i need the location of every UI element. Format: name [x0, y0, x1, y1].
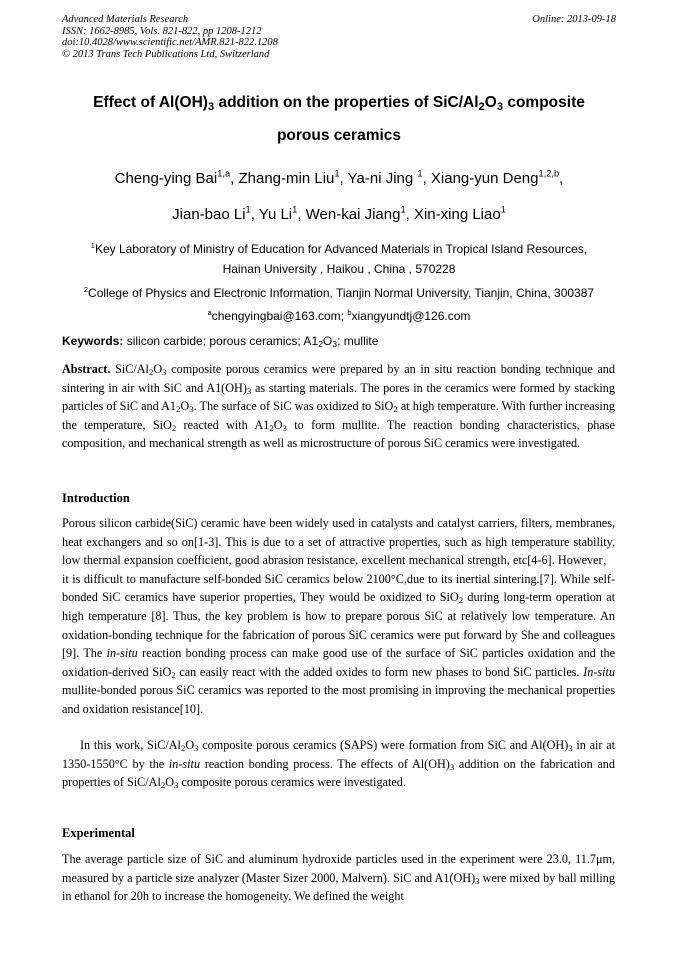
affiliation-2: $^2$College of Physics and Electronic Information, Tianjin Normal University, Tianjin, China, 300387	[83, 284, 595, 300]
abstract: Abstract. SiC/$Al_2O_3$ composite porous ceramics were prepared by an in situ reaction bonding technique and sintering in air with SiC and $A1(OH)_3$ as starting materials. The pores in the ceramics were formed by stacking particles of SiC and $A1_2O_3$. The surface of SiC was oxidized to SiO$_2$ at high temperature. With further increasing the temperature, SiO$_2$ reacted with $A1_2O_3$ to form mullite. The reaction bonding characteristics, phase composition, and mechanical strength as well as microstructure of porous SiC ceramics were investigated.	[62, 362, 616, 451]
introduction-heading: Introduction	[62, 491, 130, 505]
copyright: © 2013 Trans Tech Publications Ltd, Switzerland	[62, 48, 270, 60]
author-name: Jian-bao Li	[172, 206, 246, 223]
journal-header	[62, 14, 616, 60]
author-list-line2: Jian-bao Li$^1$, Yu Li$^1$, Wen-kai Jiang$^1$, Xin-xing Liao$^1$	[172, 204, 506, 223]
keywords-label: Keywords:	[62, 334, 124, 348]
author-name: Yu Li	[258, 206, 293, 223]
keywords: Keywords: silicon carbide; porous ceramics; $A1_2O_3$; mullite	[62, 334, 379, 350]
author-name: Ya-ni Jing	[347, 170, 418, 187]
experimental-paragraph-1: The average particle size of SiC and aluminum hydroxide particles used in the experiment were 23.0, 11.7μm, measured by a particle size analyzer (Master Sizer 2000, Malvern). SiC and $A1(OH)_3$ were mixed by ball milling in ethanol for 20h to increase the homogeneity. We defined the weight	[62, 852, 615, 904]
experimental-heading: Experimental	[62, 826, 135, 840]
introduction-paragraph-2: In this work, SiC/$Al_2O_3$ composite porous ceramics (SAPS) were formation from SiC and $Al(OH)_3$ in air at 1350-1550°C by the in-situ reaction bonding process. The effects of $Al(OH)_3$ addition on the fabrication and properties of SiC/$Al_2O_3$ composite porous ceramics were investigated.	[62, 738, 615, 791]
author-name: Xiang-yun Deng	[430, 170, 539, 187]
paper-title: Effect of $Al(OH)_3$ addition on the properties of SiC/$Al_2O_3$ composite	[93, 94, 585, 113]
author-name: Cheng-ying Bai	[114, 170, 218, 187]
email-line: $^a$chengyingbai@163.com; $^b$xiangyundtj@126.com	[207, 307, 471, 323]
author-name: Xin-xing Liao	[413, 206, 501, 223]
author-name: Wen-kai Jiang	[305, 206, 401, 223]
abstract-label: Abstract.	[62, 362, 111, 376]
affiliation-1: $^1$Key Laboratory of Ministry of Education for Advanced Materials in Tropical Island Resources, Hainan University , Haikou , China , 570228	[90, 240, 588, 276]
email-link: chengyingbai@163.com;	[211, 309, 348, 323]
doi: doi:10.4028/www.scientific.net/AMR.821-822.1208	[62, 37, 278, 48]
email-link: xiangyundtj@126.com	[351, 309, 471, 323]
author-name: Zhang-min Liu	[238, 170, 335, 187]
issn: ISSN: 1662-8985, Vols. 821-822, pp 1208-1212	[62, 25, 262, 37]
introduction-paragraph-1: Porous silicon carbide(SiC) ceramic have been widely used in catalysts and catalyst carriers, filters, membranes, heat exchangers and so on[1-3]. This is due to a set of attractive properties, such as high temperature stability, low thermal expansion coefficient, good abrasion resistance, excellent mechanical strength, etc[4-6]. However，it is difficult to manufacture self-bonded SiC ceramics below 2100°C,due to its inertial sintering.[7]. While self-bonded SiC ceramics have superior properties, They would be oxidized to SiO$_2$ during long-term operation at high temperature [8]. Thus, the key problem is how to prepare porous SiC at relatively low temperature. An oxidation-bonding technique for the fabrication of porous SiC ceramics were put forward by She and colleagues [9]. The in-situ reaction bonding process can make good use of the surface of SiC particles oxidation and the oxidation-derived SiO$_2$ can easily react with the added oxides to form new phases to bond SiC particles. In-situ mullite-bonded porous SiC ceramics was reported to the most promising in improving the mechanical properties and oxidation resistance[10].	[62, 516, 616, 716]
paper-title-line2: porous ceramics	[276, 127, 402, 144]
author-list: Cheng-ying Bai$^{1,a}$, Zhang-min Liu$^1$, Ya-ni Jing $^1$, Xiang-yun Deng$^{1,2,b}$,	[114, 168, 564, 187]
journal-name: Advanced Materials Research	[62, 14, 189, 25]
online-date: Online: 2013-09-18	[532, 14, 616, 25]
